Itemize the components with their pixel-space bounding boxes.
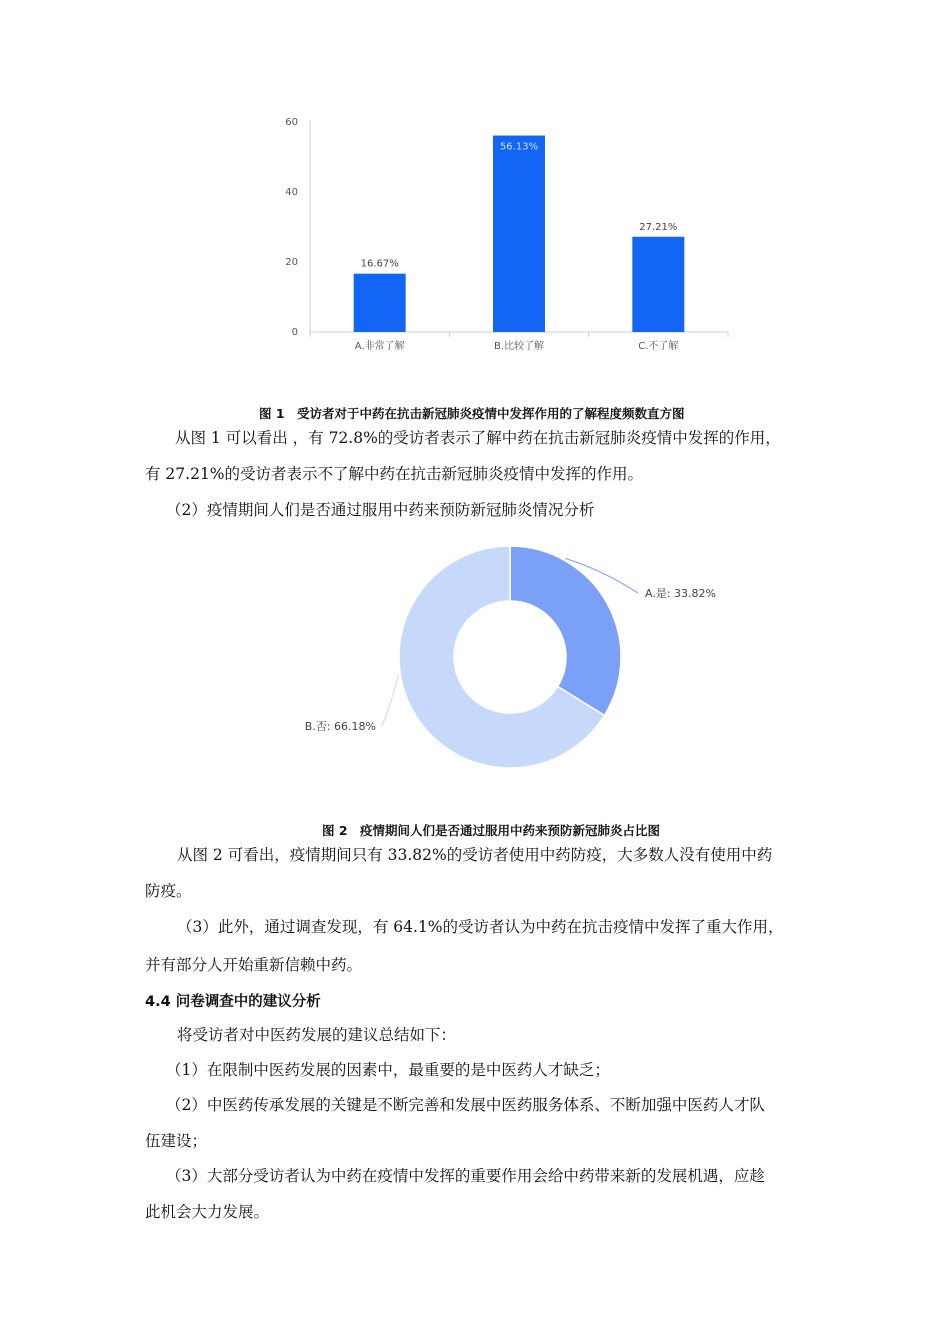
bar-value-label: 56.13% — [499, 141, 539, 153]
paragraph-6: （1）在限制中医药发展的因素中，最重要的是中医药人才缺乏； — [166, 1061, 610, 1079]
y-tick-label: 20 — [285, 257, 298, 268]
x-tick-label: C.不了解 — [638, 341, 679, 352]
paragraph-3-line-2: 防疫。 — [145, 882, 192, 900]
figure1-caption: 图 1 受访者对于中药在抗击新冠肺炎疫情中发挥作用的了解程度频数直方图 — [259, 406, 685, 421]
figure2-caption: 图 2 疫情期间人们是否通过服用中药来预防新冠肺炎占比图 — [322, 823, 661, 838]
paragraph-8-line-1: （3）大部分受访者认为中药在疫情中发挥的重要作用会给中药带来新的发展机遇，应趁 — [166, 1167, 765, 1185]
paragraph-1-line-2: 有 27.21%的受访者表示不了解中药在抗击新冠肺炎疫情中发挥的作用。 — [145, 465, 644, 483]
paragraph-3-line-1: 从图 2 可看出，疫情期间只有 33.82%的受访者使用中药防疫，大多数人没有使用中药 — [177, 846, 773, 864]
bar — [493, 136, 545, 332]
paragraph-4-line-2: 并有部分人开始重新信赖中药。 — [145, 956, 363, 974]
bar — [354, 274, 406, 332]
leader-line — [382, 675, 398, 726]
paragraph-4-line-1: （3）此外，通过调查发现，有 64.1%的受访者认为中药在抗击疫情中发挥了重大作用， — [177, 918, 784, 936]
bar-value-label: 27.21% — [639, 221, 678, 233]
bar-value-label: 16.67% — [360, 258, 399, 270]
bar — [632, 237, 684, 332]
paragraph-8-line-2: 此机会大力发展。 — [145, 1203, 270, 1221]
paragraph-2: （2）疫情期间人们是否通过服用中药来预防新冠肺炎情况分析 — [166, 501, 595, 519]
slice-label: A.是: 33.82% — [645, 587, 716, 600]
x-tick-label: B.比较了解 — [493, 341, 545, 352]
y-tick-label: 0 — [291, 327, 298, 338]
section-heading: 4.4 问卷调查中的建议分析 — [145, 994, 321, 1010]
x-tick-label: A.非常了解 — [354, 341, 405, 352]
pie-slice — [510, 546, 621, 715]
y-tick-label: 40 — [285, 187, 298, 198]
y-tick-label: 60 — [285, 117, 298, 128]
donut-chart — [290, 540, 740, 776]
paragraph-5: 将受访者对中医药发展的建议总结如下： — [177, 1026, 457, 1044]
paragraph-7-line-2: 伍建设； — [145, 1132, 208, 1150]
slice-label: B.否: 66.18% — [304, 720, 376, 733]
bar-chart — [270, 108, 740, 360]
paragraph-1-line-1: 从图 1 可以看出 ，有 72.8%的受访者表示了解中药在抗击新冠肺炎疫情中发挥的作用， — [175, 429, 781, 447]
paragraph-7-line-1: （2）中医药传承发展的关键是不断完善和发展中医药服务体系、不断加强中医药人才队 — [166, 1096, 765, 1114]
